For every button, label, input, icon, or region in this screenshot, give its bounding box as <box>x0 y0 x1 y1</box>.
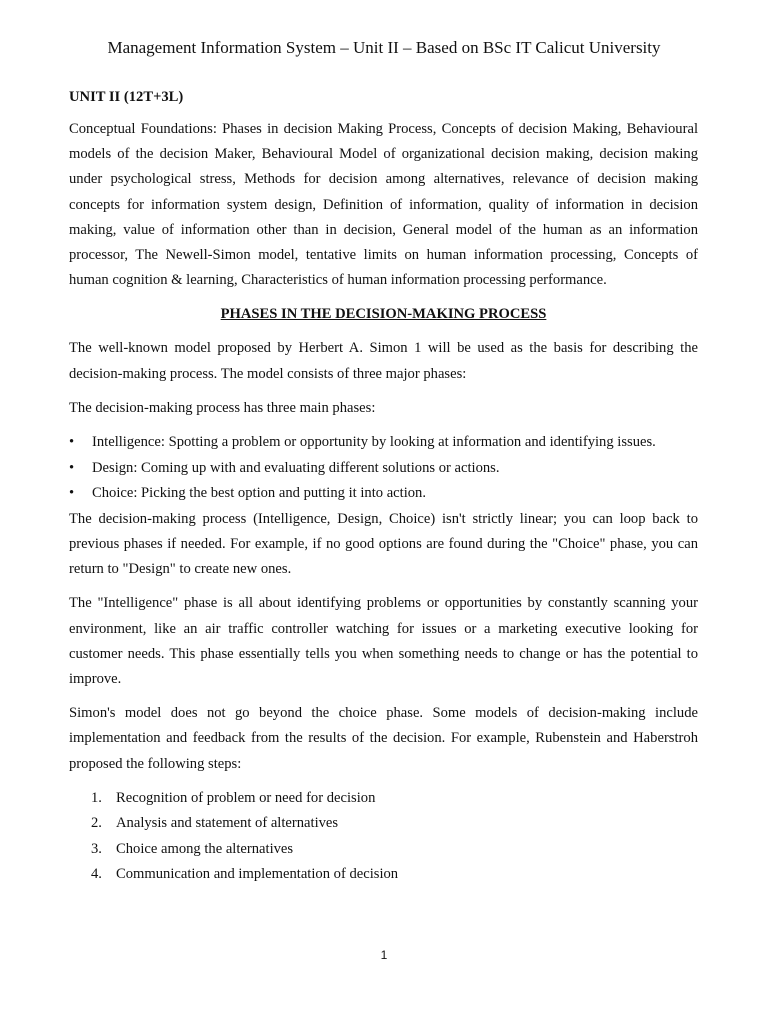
list-number: 2. <box>91 815 102 832</box>
page-body <box>69 86 698 887</box>
list-number: 3. <box>91 840 102 857</box>
page-header: Management Information System – Unit II – Based on BSc IT Calicut University <box>107 38 661 57</box>
simon-model-paragraph: The well-known model proposed by Herbert A. Simon 1 will be used as the basis for describing the decision-making process. The model consists of three major phases: <box>69 340 698 382</box>
phases-bullet-list <box>69 430 698 507</box>
three-phases-intro: The decision-making process has three main phases: <box>69 399 376 416</box>
list-text: Communication and implementation of decision <box>116 866 399 883</box>
intelligence-phase-paragraph: The "Intelligence" phase is all about identifying problems or opportunities by constantly scanning your environment, like an air traffic controller watching for issues or a marketing executive looking for customer needs. This phase essentially tells you when something needs to change or has the potential to improve. <box>69 595 698 688</box>
bullet-icon: • <box>69 485 75 502</box>
list-number: 1. <box>91 789 102 806</box>
bullet-icon: • <box>69 434 75 451</box>
list-item <box>69 786 698 811</box>
list-text: Choice among the alternatives <box>116 840 294 857</box>
bullet-text: Design: Coming up with and evaluating different solutions or actions. <box>92 459 500 476</box>
section-heading: PHASES IN THE DECISION-MAKING PROCESS <box>220 306 547 323</box>
bullet-text: Choice: Picking the best option and putting it into action. <box>92 485 426 502</box>
bullet-item-design <box>69 456 698 482</box>
bullet-text: Intelligence: Spotting a problem or opportunity by looking at information and identifying issues. <box>92 434 656 451</box>
nonlinear-process-paragraph: The decision-making process (Intelligence, Design, Choice) isn't strictly linear; you can loop back to previous phases if needed. For example, if no good options are found during the "Choice" phase, you can return to "Design" to create new ones. <box>69 510 698 578</box>
rubenstein-paragraph: Simon's model does not go beyond the choice phase. Some models of decision-making include implementation and feedback from the results of the decision. For example, Rubenstein and Haberstroh proposed the following steps: <box>69 705 698 772</box>
list-number: 4. <box>91 866 102 883</box>
syllabus-paragraph: Conceptual Foundations: Phases in decision Making Process, Concepts of decision Making, Behavioural models of the decision Maker, Behavioural Model of organizational decision making, decision making under psychological stress, Methods for decision among alternatives, relevance of decision making concepts for information system design, Definition of information, quality of information in decision making, value of information other than in decision, General model of the human as an information processor, The Newell-Simon model, tentative limits on human information processing, Concepts of human cognition & learning, Characteristics of human information processing performance. <box>69 121 698 289</box>
bullet-item-choice <box>69 481 698 507</box>
bullet-item-intelligence <box>69 430 698 456</box>
page-number: 1 <box>380 948 388 962</box>
list-item <box>69 862 698 887</box>
list-text: Analysis and statement of alternatives <box>116 815 339 832</box>
unit-title: UNIT II (12T+3L) <box>69 89 184 105</box>
list-item <box>69 811 698 836</box>
bullet-icon: • <box>69 459 75 476</box>
list-item <box>69 837 698 862</box>
steps-numbered-list <box>69 786 698 888</box>
list-text: Recognition of problem or need for decision <box>116 789 376 806</box>
